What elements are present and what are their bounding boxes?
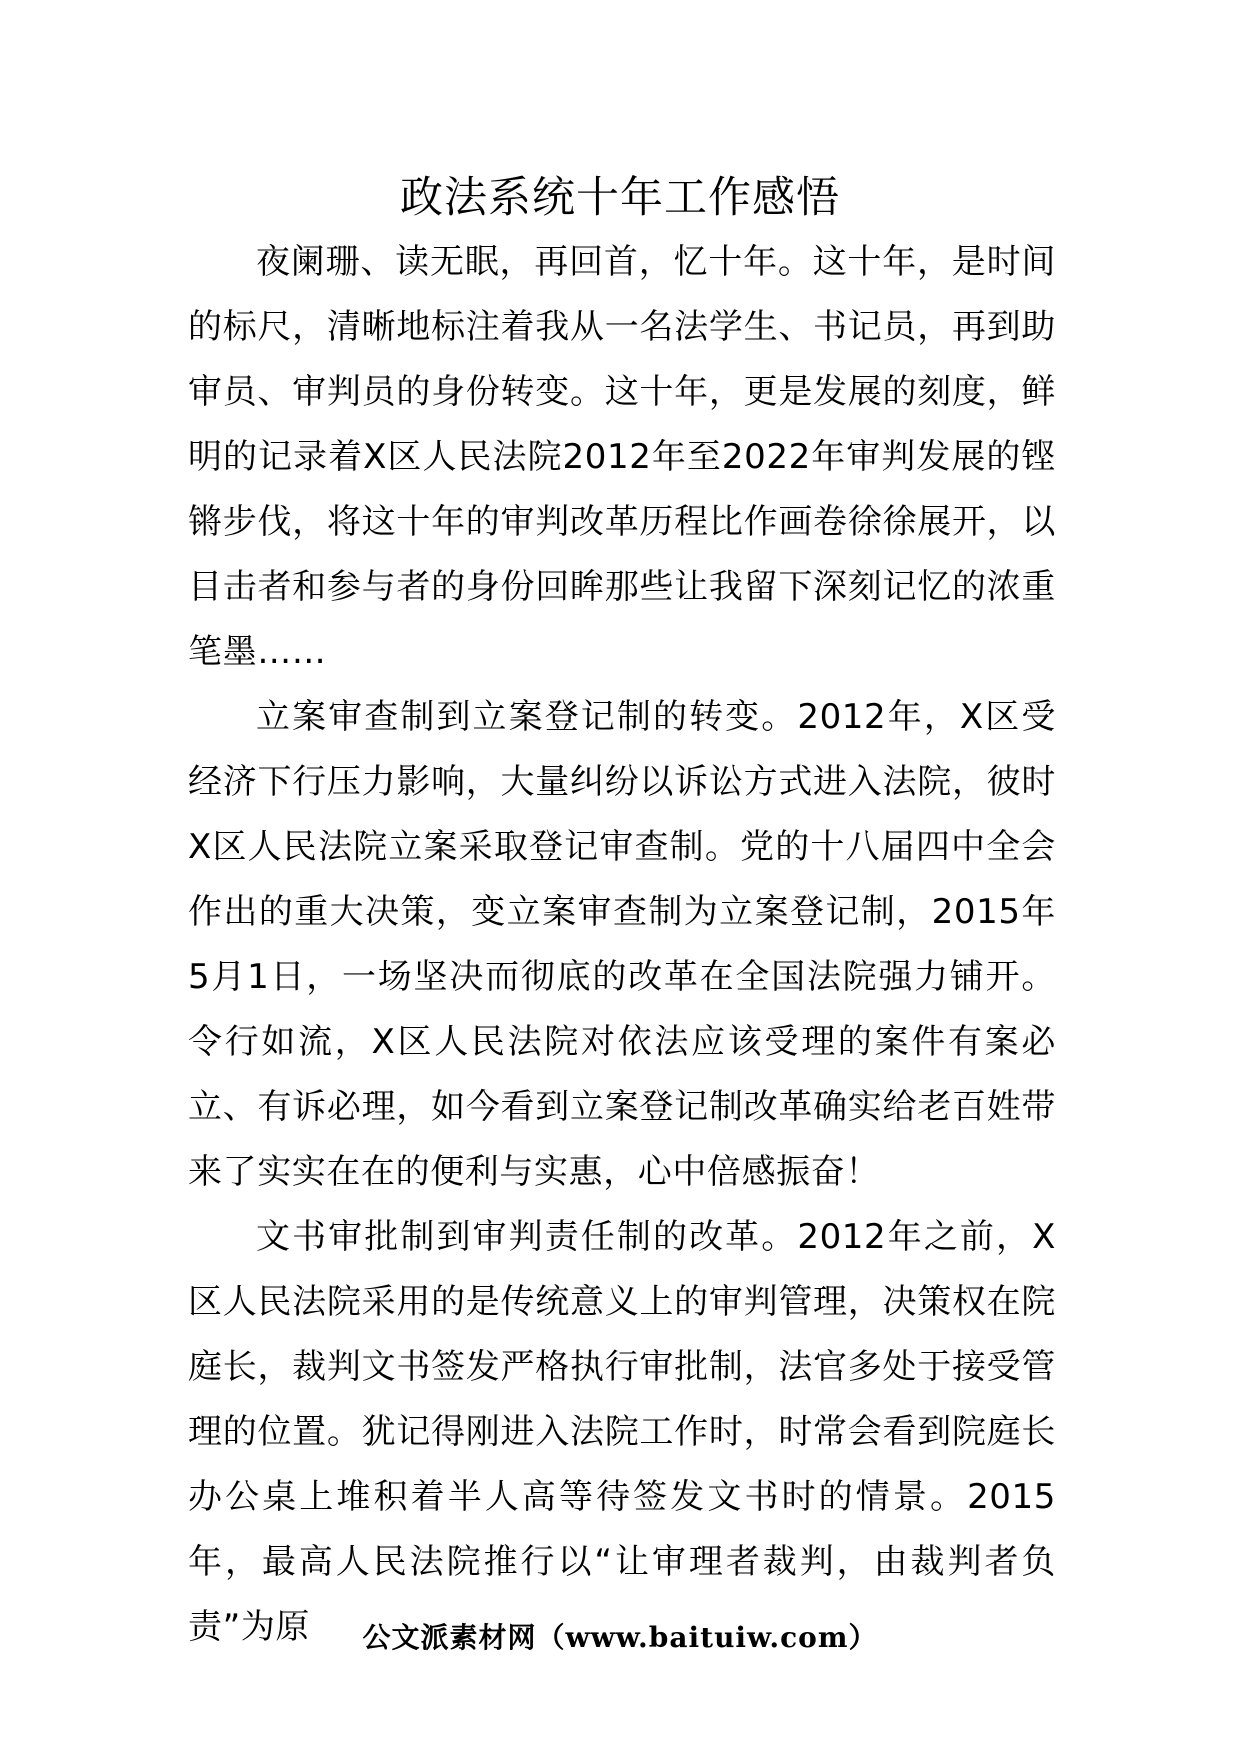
document-title: 政法系统十年工作感悟 [400,173,840,223]
paragraph-case-registration: 立案审查制到立案登记制的转变。2012年，X区受经济下行压力影响，大量纠纷以诉讼方式进入法院，彼时X区人民法院立案采取登记审查制。党的十八届四中全会作出的重大决策，变立案审查制为立案登记制，2015年5月1日，一场坚决而彻底的改革在全国法院强力铺开。令行如流，X区人民法院对依法应该受理的案件有案必立、有诉必理，如今看到立案登记制改革确实给老百姓带来了实实在在的便利与实惠，心中倍感振奋！ [188,697,1056,1192]
footer-watermark: 公文派素材网（www.baituiw.com） [362,1621,878,1654]
paragraph-judicial-responsibility: 文书审批制到审判责任制的改革。2012年之前，X区人民法院采用的是传统意义上的审判管理，决策权在院庭长，裁判文书签发严格执行审批制，法官多处于接受管理的位置。犹记得刚进入法院工作时，时常会看到院庭长办公桌上堆积着半人高等待签发文书时的情景。2015年，最高人民法院推行以“让审理者裁判，由裁判者负责”为原 [188,1217,1056,1647]
paragraph-intro: 夜阑珊、读无眠，再回首，忆十年。这十年，是时间的标尺，清晰地标注着我从一名法学生、书记员，再到助审员、审判员的身份转变。这十年，更是发展的刻度，鲜明的记录着X区人民法院2012年至2022年审判发展的铿锵步伐，将这十年的审判改革历程比作画卷徐徐展开，以目击者和参与者的身份回眸那些让我留下深刻记忆的浓重笔墨…… [188,242,1056,672]
document-body [188,230,1056,1660]
